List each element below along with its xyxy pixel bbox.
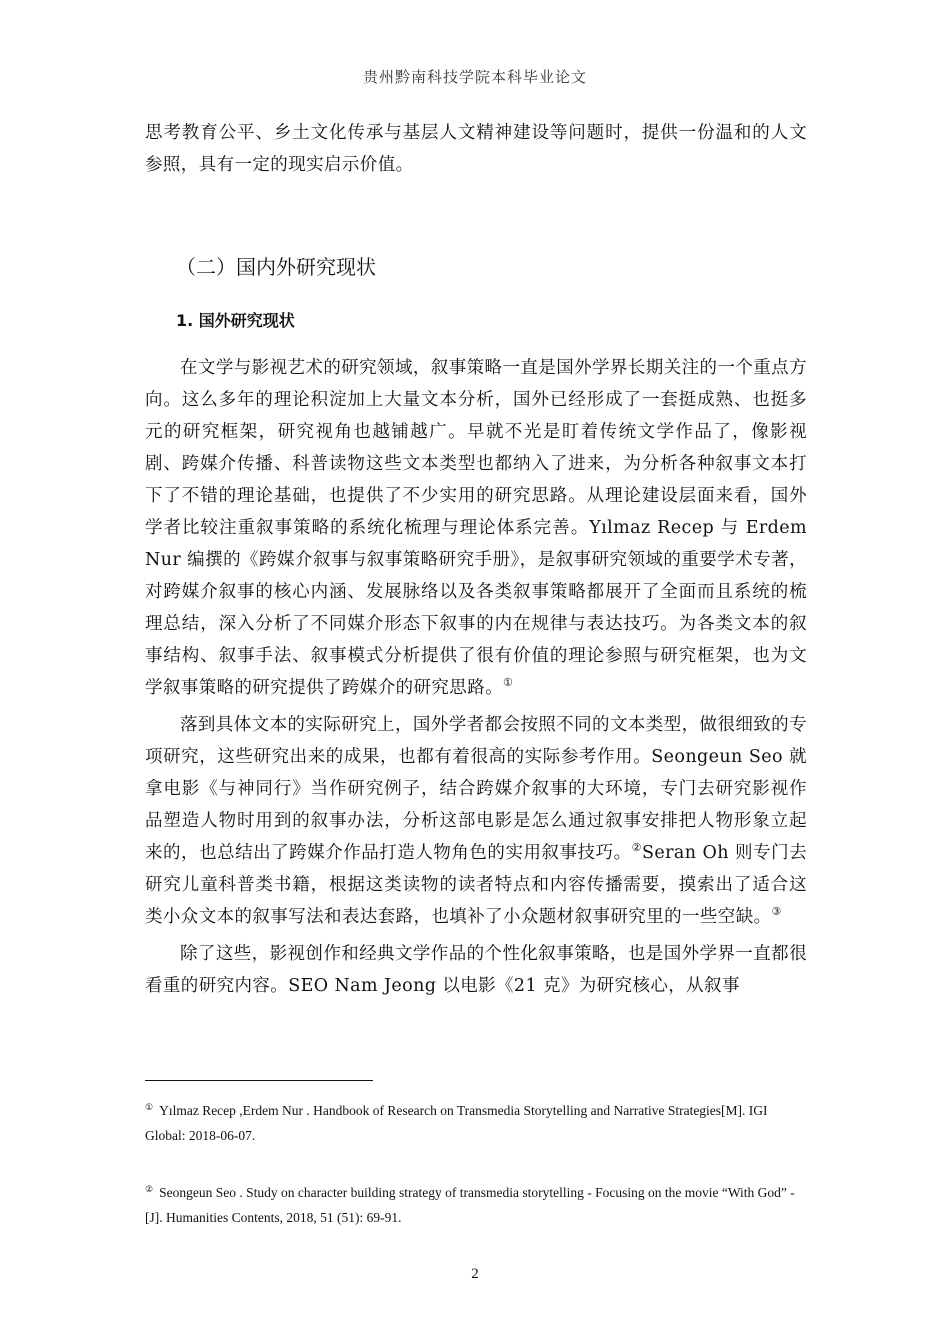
page-number: 2: [471, 1266, 479, 1282]
footnote-ref[interactable]: ③: [771, 905, 782, 918]
paragraph-text: 在文学与影视艺术的研究领域，叙事策略一直是国外学界长期关注的一个重点方向。这么多年的理论积淀加上大量文本分析，国外已经形成了一套挺成熟、也挺多元的研究框架，研究视角也越铺越广。早就不光是盯着传统文学作品了，像影视剧、跨媒介传播、科普读物这些文本类型也都纳入了进来，为分析各种叙事文本打下了不错的理论基础，也提供了不少实用的研究思路。从理论建设层面来看，国外学者比较注重叙事策略的系统化梳理与理论体系完善。Yılmaz Recep 与 Erdem Nur 编撰的《跨媒介叙事与叙事策略研究手册》，是叙事研究领域的重要学术专著，对跨媒介叙事的核心内涵、发展脉络以及各类叙事策略都展开了全面而且系统的梳理总结，深入分析了不同媒介形态下叙事的内在规律与表达技巧。为各类文本的叙事结构、叙事手法、叙事模式分析提供了很有价值的理论参照与研究框架，也为文学叙事策略的研究提供了跨媒介的研究思路。: [145, 358, 807, 698]
footnote-text: Seongeun Seo . Study on character building strategy of transmedia storytelling - Focusing on the movie “With God” - [J]. Humanities Contents, 2018, 51 (51): 69-91.: [145, 1185, 795, 1225]
intro-paragraph: [145, 117, 807, 181]
footnote-1: [145, 1098, 807, 1148]
footnote-mark: ①: [145, 1102, 154, 1112]
footnote-text: Yılmaz Recep ,Erdem Nur . Handbook of Research on Transmedia Storytelling and Narrative Strategies[M]. IGI Global: 2018-06-07.: [145, 1103, 768, 1143]
paragraph-case-studies: [145, 709, 807, 933]
paragraph-text: 除了这些，影视创作和经典文学作品的个性化叙事策略，也是国外学界一直都很看重的研究内容。SEO Nam Jeong 以电影《21 克》为研究核心，从叙事: [145, 944, 807, 996]
footnote-separator: [145, 1080, 373, 1081]
footnote-mark: ②: [145, 1184, 154, 1194]
paragraph-film-strategies: [145, 938, 807, 1002]
paragraph-text: Seran Oh 则专门去研究儿童科普类书籍，根据这类读物的读者特点和内容传播需要，摸索出了适合这类小众文本的叙事写法和表达套路，也填补了小众题材叙事研究里的一些空缺。: [145, 843, 807, 927]
footnote-ref[interactable]: ①: [503, 676, 514, 689]
section-heading: （二）国内外研究现状: [176, 255, 376, 279]
footnote-2: [145, 1180, 807, 1230]
paragraph-theory: [145, 352, 807, 704]
paragraph-text: 落到具体文本的实际研究上，国外学者都会按照不同的文本类型，做很细致的专项研究，这些研究出来的成果，也都有着很高的实际参考作用。Seongeun Seo 就拿电影《与神同行》当作研究例子，结合跨媒介叙事的大环境，专门去研究影视作品塑造人物时用到的叙事办法，分析这部电影是怎么通过叙事安排把人物形象立起来的，也总结出了跨媒介作品打造人物角色的实用叙事技巧。: [145, 715, 807, 863]
subsection-heading: 1. 国外研究现状: [176, 311, 295, 330]
running-header: 贵州黔南科技学院本科毕业论文: [362, 68, 587, 86]
main-body: [145, 352, 807, 1007]
intro-text: 思考教育公平、乡土文化传承与基层人文精神建设等问题时，提供一份温和的人文参照，具有一定的现实启示价值。: [145, 123, 807, 175]
footnote-ref[interactable]: ②: [631, 841, 643, 854]
